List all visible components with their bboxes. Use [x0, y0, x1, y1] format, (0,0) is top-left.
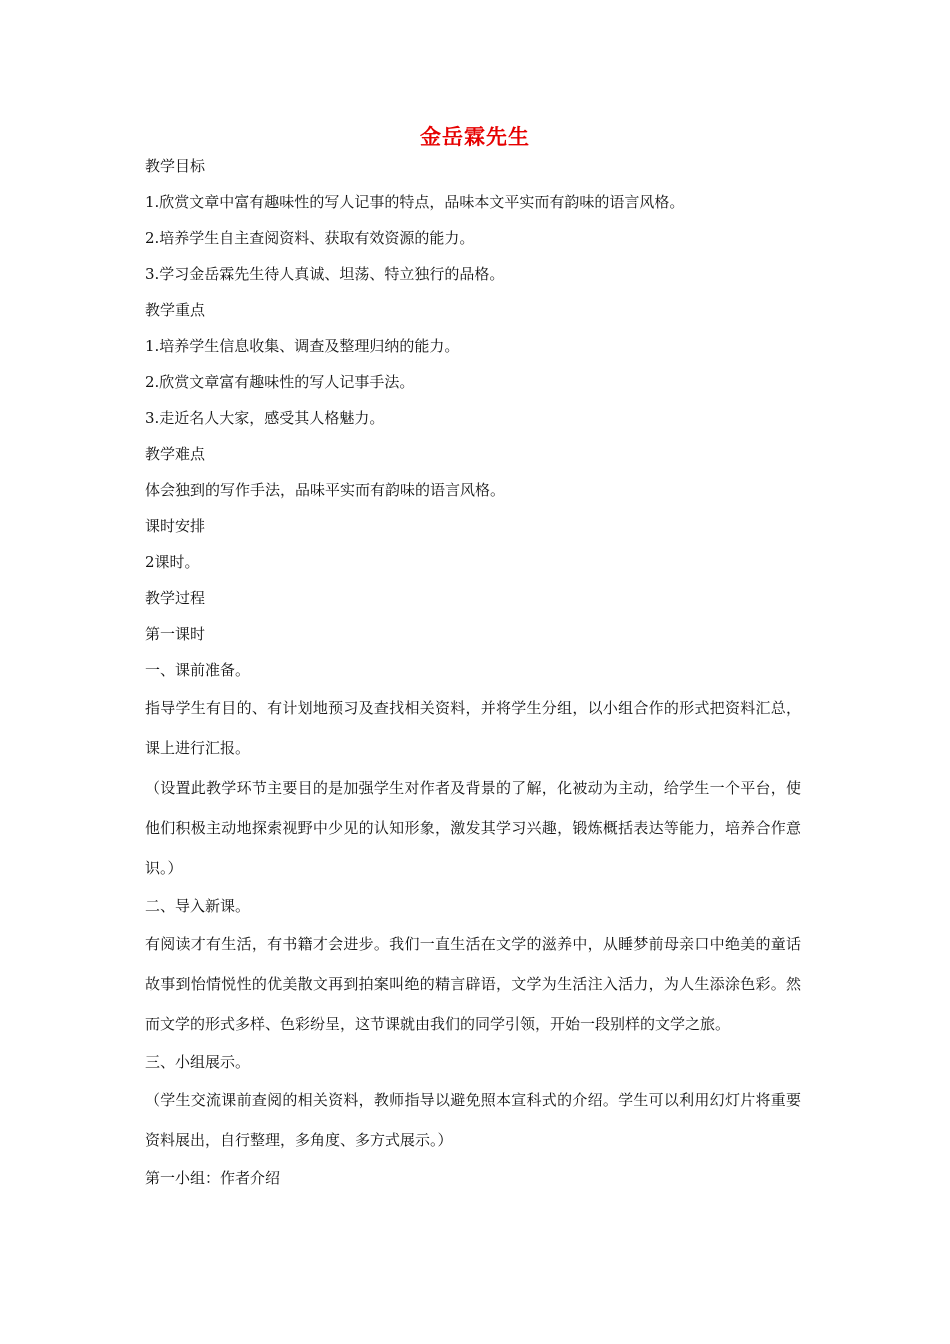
- key-point-item-2: 2.欣赏文章富有趣味性的写人记事手法。: [145, 373, 415, 391]
- objective-item-2: 2.培养学生自主查阅资料、获取有效资源的能力。: [145, 229, 475, 247]
- lesson-heading-1: 第一课时: [145, 625, 206, 643]
- step-heading-1: 一、课前准备。: [145, 661, 251, 679]
- key-point-item-1: 1.培养学生信息收集、调查及整理归纳的能力。: [145, 337, 460, 355]
- key-point-item-3: 3.走近名人大家，感受其人格魅力。: [145, 409, 385, 427]
- paragraph-introduction: 有阅读才有生活，有书籍才会进步。我们一直生活在文学的滋养中，从睡梦前母亲口中绝美的童话故事到怡情悦性的优美散文再到拍案叫绝的精言辟语，文学为生活注入活力，为人生添涂色彩。然而文学的形式多样、色彩纷呈，这节课就由我们的同学引领，开始一段别样的文学之旅。: [145, 935, 801, 1033]
- section-heading-process: 教学过程: [145, 589, 206, 607]
- paragraph-group-display-note: （学生交流课前查阅的相关资料，教师指导以避免照本宣科式的介绍。学生可以利用幻灯片将重要资料展出，自行整理，多角度、多方式展示。）: [145, 1091, 801, 1149]
- section-heading-objectives: 教学目标: [145, 157, 206, 175]
- section-heading-schedule: 课时安排: [145, 517, 206, 535]
- section-heading-key-points: 教学重点: [145, 301, 206, 319]
- section-heading-difficulties: 教学难点: [145, 445, 206, 463]
- schedule-text: 2课时。: [145, 553, 200, 571]
- step-heading-3: 三、小组展示。: [145, 1053, 251, 1071]
- objective-item-3: 3.学习金岳霖先生待人真诚、坦荡、特立独行的品格。: [145, 265, 505, 283]
- document-body: [145, 148, 801, 1196]
- paragraph-preparation: 指导学生有目的、有计划地预习及查找相关资料，并将学生分组，以小组合作的形式把资料汇总，课上进行汇报。: [145, 699, 801, 757]
- paragraph-preparation-note: （设置此教学环节主要目的是加强学生对作者及背景的了解，化被动为主动，给学生一个平台，使他们积极主动地探索视野中少见的认知形象，激发其学习兴趣，锻炼概括表达等能力，培养合作意识。）: [145, 779, 801, 877]
- step-heading-2: 二、导入新课。: [145, 897, 251, 915]
- group-one-heading: 第一小组：作者介绍: [145, 1169, 281, 1187]
- difficulty-text: 体会独到的写作手法，品味平实而有韵味的语言风格。: [145, 481, 506, 499]
- objective-item-1: 1.欣赏文章中富有趣味性的写人记事的特点，品味本文平实而有韵味的语言风格。: [145, 193, 685, 211]
- document-title: 金岳霖先生: [420, 124, 530, 149]
